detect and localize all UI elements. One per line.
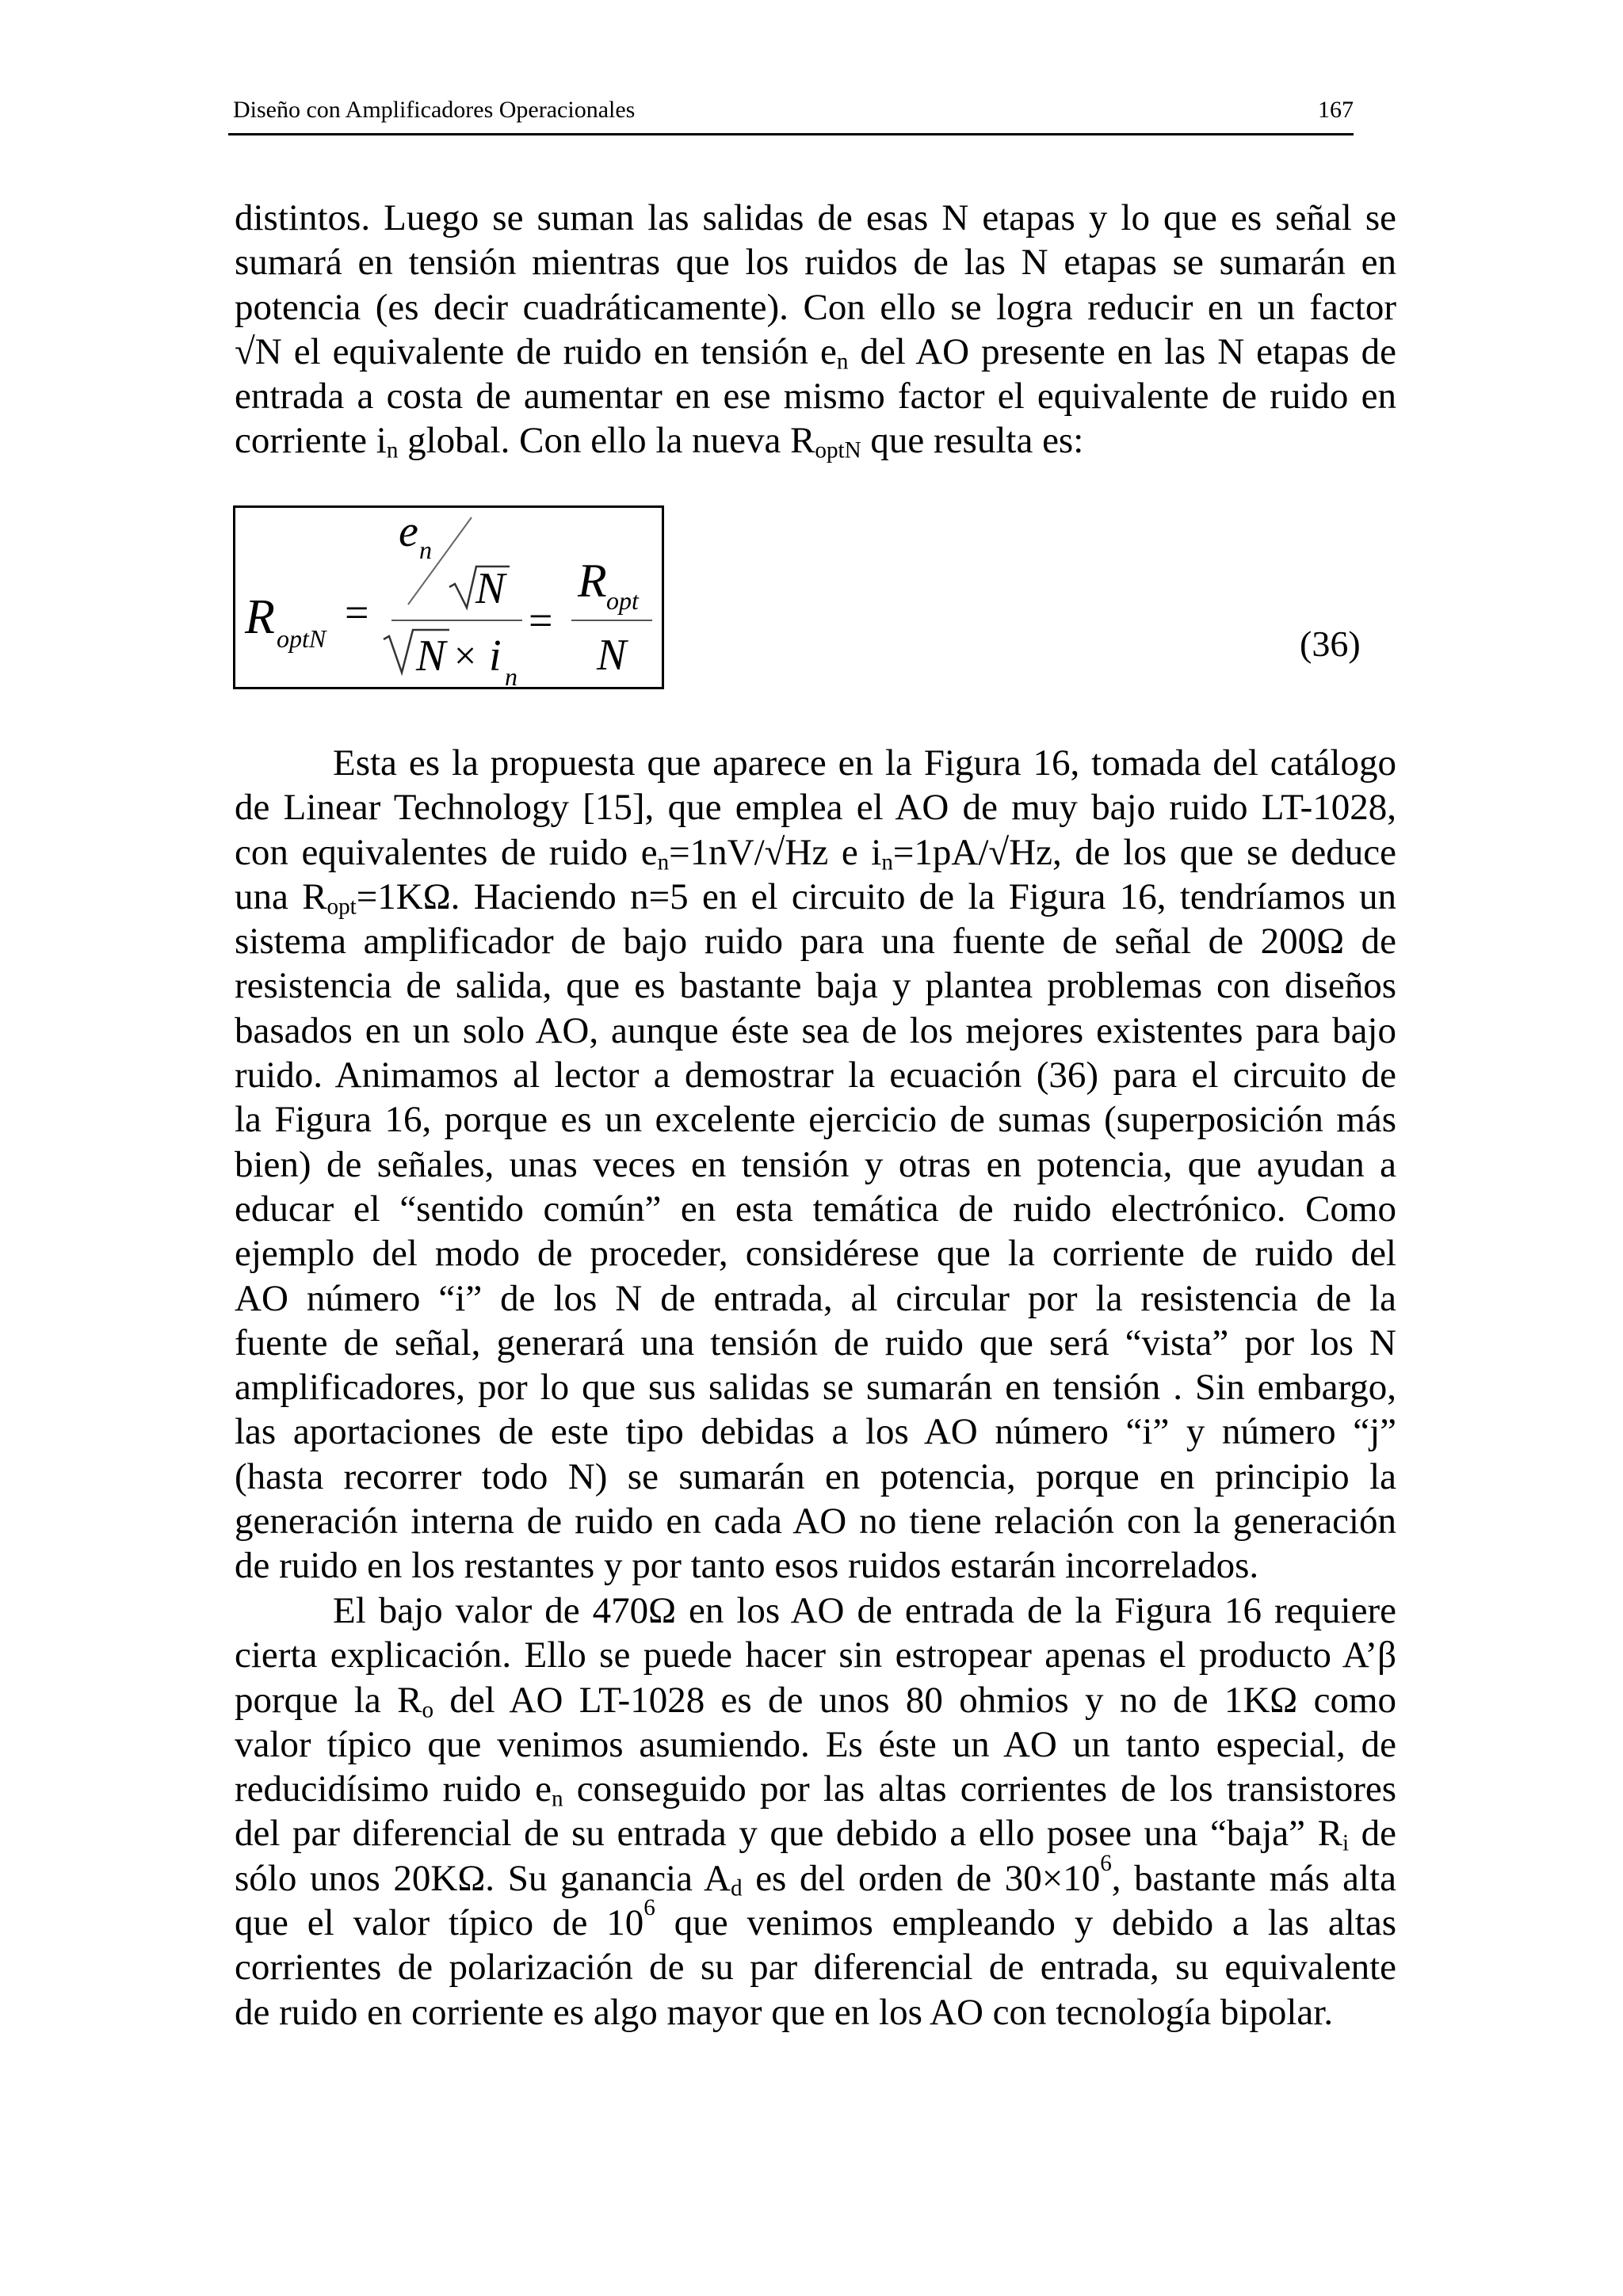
text-line: valor típico que venimos asumiendo. Es éste un AO un tanto especial, de <box>235 1723 1396 1765</box>
text-line: cierta explicación. Ello se puede hacer sin estropear apenas el producto A’β <box>235 1634 1396 1676</box>
text-line: de Linear Technology [15], que emplea el AO de muy bajo ruido LT-1028, <box>235 787 1396 829</box>
text-line: corriente $i_n$ global. Con ello la nueva $R_{optN}$ que resulta es: <box>235 420 1084 463</box>
text-line: ejemplo del modo de proceder, considérese que la corriente de ruido del <box>235 1233 1396 1275</box>
text-line: resistencia de salida, que es bastante baja y plantea problemas con diseños <box>235 965 1396 1007</box>
denominator-i: i <box>489 631 502 681</box>
numerator-e-subscript: n <box>419 536 432 564</box>
text-line: del par diferencial de su entrada y que debido a ello posee una “baja” $R_i$ de <box>235 1813 1396 1856</box>
paragraph-1 <box>235 196 1396 463</box>
numerator-e: e <box>399 508 418 556</box>
text-line: Esta es la propuesta que aparece en la Figura 16, tomada del catálogo <box>333 742 1396 784</box>
text-line: √N el equivalente de ruido en tensión $e_n$ del AO presente en las N etapas de <box>235 330 1396 375</box>
text-line: ruido. Animamos al lector a demostrar la ecuación (36) para el circuito de <box>235 1055 1396 1097</box>
rhs-symbol: R <box>578 555 607 607</box>
text-line: sólo unos 20KΩ. Su ganancia $A_d$ es del orden de $30\times 10^6$, bastante más alta <box>235 1851 1397 1901</box>
text-line: de ruido en corriente es algo mayor que en los AO con tecnología bipolar. <box>235 1991 1334 2033</box>
text-line: bien) de señales, unas veces en tensión y otras en potencia, que ayudan a <box>235 1143 1396 1185</box>
text-line: basados en un solo AO, aunque éste sea de los mejores existentes para bajo <box>235 1009 1396 1051</box>
equals-sign: = <box>529 597 553 644</box>
text-line: (hasta recorrer todo N) se sumarán en potencia, porque en principio la <box>235 1455 1396 1497</box>
text-line: amplificadores, por lo que sus salidas se sumarán en tensión . Sin embargo, <box>235 1367 1396 1409</box>
text-line: porque la $R_o$ del AO LT-1028 es de unos 80 ohmios y no de 1KΩ como <box>235 1679 1396 1722</box>
text-line: generación interna de ruido en cada AO no tiene relación con la generación <box>235 1501 1396 1543</box>
text-line: educar el “sentido común” en esta temática de ruido electrónico. Como <box>235 1188 1396 1230</box>
text-line: distintos. Luego se suman las salidas de esas N etapas y lo que es señal se <box>235 197 1396 238</box>
equation-box <box>233 505 664 689</box>
text-line: con equivalentes de ruido $e_n=1nV/√Hz$ e $i_n=1pA/√Hz$, de los que se deduce <box>235 831 1396 875</box>
running-title: Diseño con Amplificadores Operacionales <box>233 97 636 123</box>
numerator-N: N <box>475 564 506 613</box>
text-line: sumará en tensión mientras que los ruidos de las N etapas se sumarán en <box>235 242 1396 284</box>
text-line: AO número “i” de los N de entrada, al circular por la resistencia de la <box>235 1277 1396 1319</box>
times-sign: × <box>454 633 477 677</box>
denominator-i-subscript: n <box>505 662 517 691</box>
text-line: la Figura 16, porque es un excelente ejercicio de sumas (superposición más <box>235 1099 1396 1141</box>
rhs-subscript: opt <box>606 586 639 615</box>
text-line: de ruido en los restantes y por tanto esos ruidos estarán incorrelados. <box>235 1545 1259 1587</box>
text-line: corrientes de polarización de su par diferencial de entrada, su equivalente <box>235 1947 1396 1989</box>
text-line: El bajo valor de 470Ω en los AO de entrada de la Figura 16 requiere <box>333 1590 1396 1631</box>
paragraph-3 <box>235 1589 1396 2035</box>
text-line: potencia (es decir cuadráticamente). Con ello se logra reducir en un factor <box>235 286 1396 328</box>
text-line: las aportaciones de este tipo debidas a los AO número “i” y número “j” <box>235 1411 1396 1453</box>
rhs-denominator-N: N <box>597 631 627 680</box>
page-header <box>228 93 1354 135</box>
equation-36 <box>235 508 666 692</box>
lhs-subscript: optN <box>277 624 327 653</box>
equation-number: (36) <box>1300 624 1361 664</box>
text-line: una $R_{opt}=1K\Omega$. Haciendo n=5 en el circuito de la Figura 16, tendríamos un <box>235 875 1396 920</box>
page-number: 167 <box>1318 97 1354 123</box>
text-line: sistema amplificador de bajo ruido para una fuente de señal de 200Ω de <box>235 921 1396 963</box>
lhs-symbol: R <box>245 590 275 644</box>
text-line: reducidísimo ruido $e_n$ conseguido por las altas corrientes de los transistores <box>235 1768 1396 1812</box>
text-line: fuente de señal, generará una tensión de ruido que será “vista” por los N <box>235 1322 1396 1363</box>
paragraph-2 <box>235 741 1396 1589</box>
denominator-N: N <box>416 631 446 681</box>
equals-sign: = <box>345 589 369 636</box>
text-line: que el valor típico de $10^6$ que venimos empleando y debido a las altas <box>235 1895 1396 1944</box>
text-line: entrada a costa de aumentar en ese mismo factor el equivalente de ruido en <box>235 376 1396 418</box>
